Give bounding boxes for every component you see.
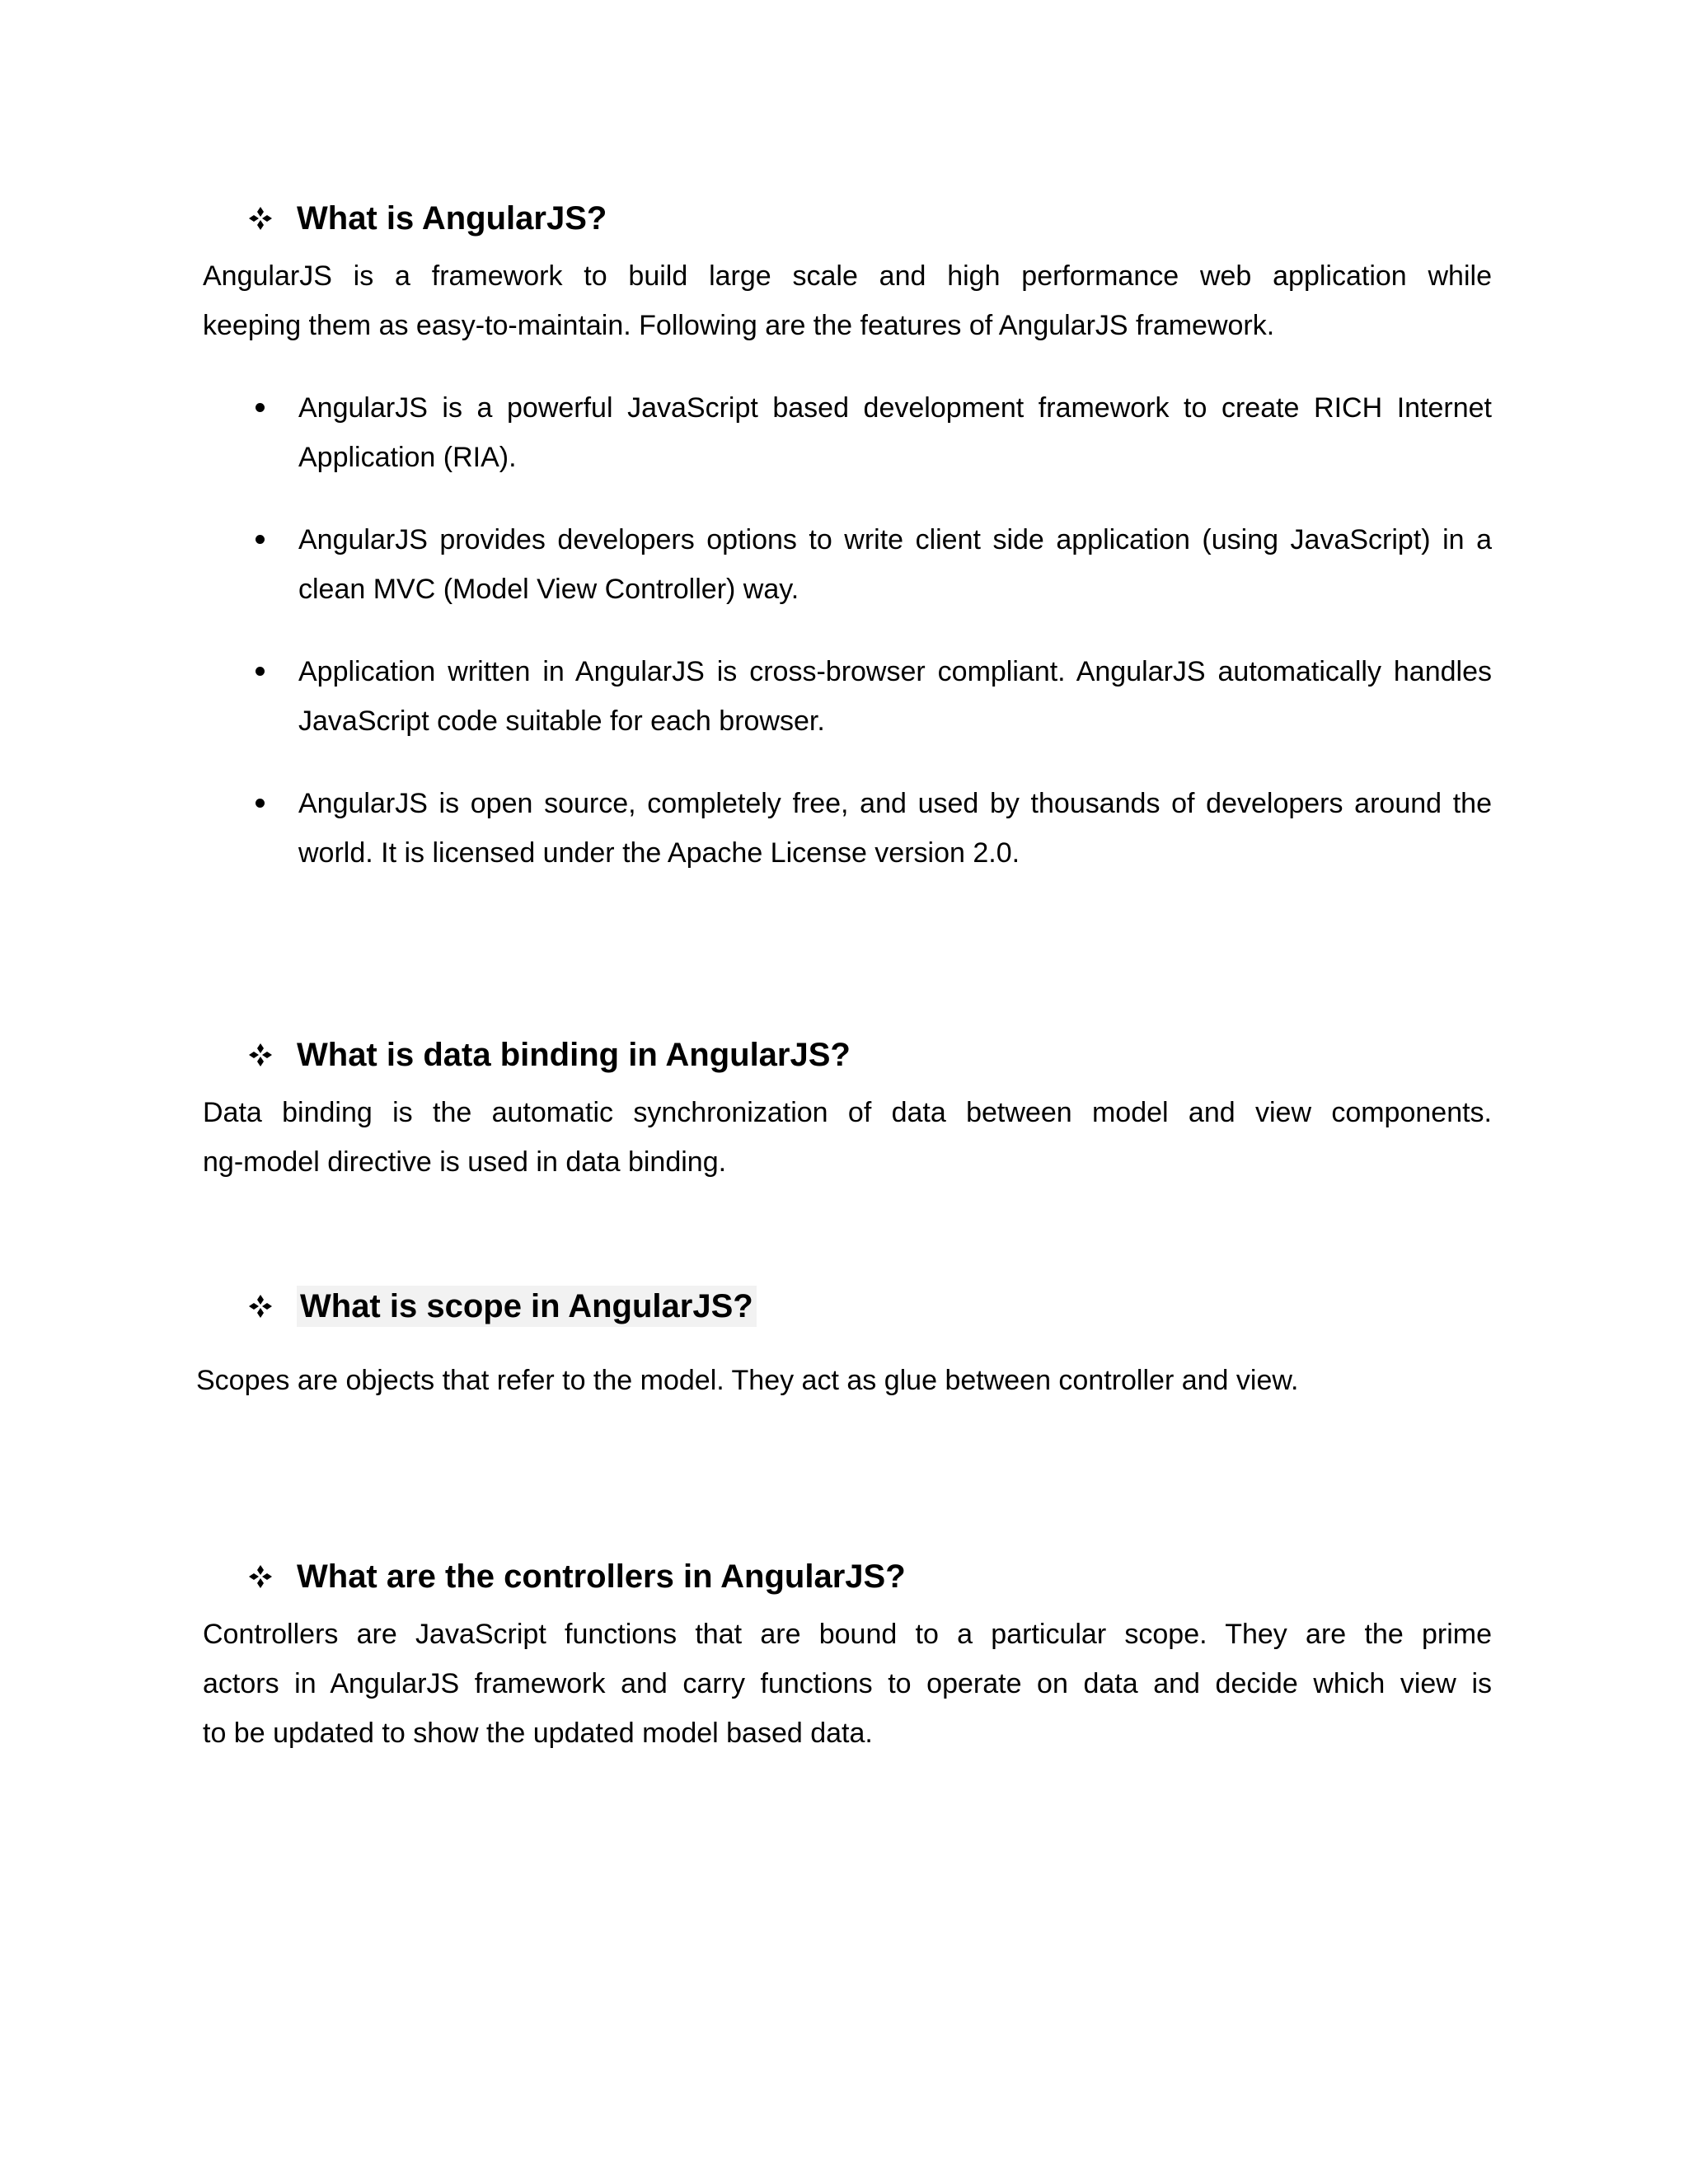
section-paragraph bbox=[203, 1610, 1492, 1758]
paragraph-line: actors in AngularJS framework and carry functions to operate on data and decide which view is bbox=[203, 1668, 1492, 1699]
paragraph-line: Controllers are JavaScript functions that are bound to a particular scope. They are the prime bbox=[203, 1619, 1492, 1650]
four-diamond-bullet-icon bbox=[247, 1042, 274, 1068]
round-bullet-icon bbox=[256, 535, 265, 544]
section-heading-what-is-angularjs bbox=[247, 198, 607, 239]
list-item-text: Application written in AngularJS is cross-browser compliant. AngularJS automatically handles JavaScript code suitable for each browser. bbox=[298, 656, 1492, 737]
section-paragraph bbox=[203, 1088, 1492, 1187]
list-item-text: AngularJS is a powerful JavaScript based development framework to create RICH Internet Application (RIA). bbox=[298, 392, 1492, 473]
heading-text: What is AngularJS? bbox=[297, 200, 607, 237]
section-paragraph bbox=[203, 251, 1492, 350]
four-diamond-bullet-icon bbox=[247, 205, 274, 232]
heading-text: What are the controllers in AngularJS? bbox=[297, 1558, 906, 1595]
section-paragraph bbox=[196, 1356, 1515, 1405]
list-item-text: AngularJS provides developers options to write client side application (using JavaScript) in a clean MVC (Model View Controller) way. bbox=[298, 524, 1492, 605]
paragraph-line: Data binding is the automatic synchronization of data between model and view components. bbox=[203, 1097, 1492, 1128]
round-bullet-icon bbox=[256, 667, 265, 676]
list-item-text: AngularJS is open source, completely free, and used by thousands of developers around the world. It is licensed under the Apache License version 2.0. bbox=[298, 788, 1492, 869]
round-bullet-icon bbox=[256, 799, 265, 808]
paragraph-line: keeping them as easy-to-maintain. Following are the features of AngularJS framework. bbox=[203, 310, 1275, 341]
section-heading-controllers bbox=[247, 1556, 906, 1597]
paragraph-line: Scopes are objects that refer to the model. They act as glue between controller and view. bbox=[196, 1365, 1299, 1396]
four-diamond-bullet-icon bbox=[247, 1563, 274, 1590]
heading-text: What is data binding in AngularJS? bbox=[297, 1037, 851, 1073]
paragraph-line: ng-model directive is used in data binding. bbox=[203, 1146, 727, 1178]
four-diamond-bullet-icon bbox=[247, 1293, 274, 1319]
section-heading-data-binding bbox=[247, 1034, 851, 1076]
section-heading-scope bbox=[247, 1286, 757, 1327]
heading-text: What is scope in AngularJS? bbox=[297, 1286, 757, 1327]
paragraph-line: AngularJS is a framework to build large scale and high performance web application while bbox=[203, 260, 1492, 292]
paragraph-line: to be updated to show the updated model based data. bbox=[203, 1718, 873, 1749]
round-bullet-icon bbox=[256, 403, 265, 412]
